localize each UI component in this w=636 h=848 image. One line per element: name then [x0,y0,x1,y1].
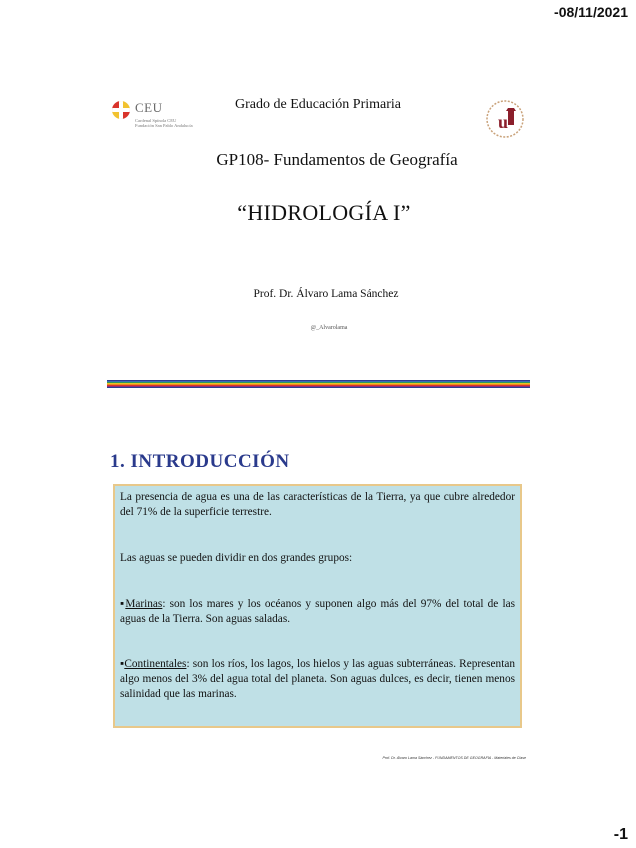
marinas-paragraph: ▪Marinas: son los mares y los océanos y suponen algo más del 97% del total de las aguas de la Tierra. Son aguas saladas. [120,598,515,625]
continentales-text: : son los ríos, los lagos, los hielos y las aguas subterráneas. Representan algo menos del 3% del agua total del planeta. Son aguas dulces, es decir, tienen menos salinidad que las marinas. [120,658,515,700]
ceu-logo-text: CEU [135,100,163,115]
topic-title: “HIDROLOGÍA I” [237,200,411,225]
svg-text:u: u [498,112,509,132]
continentales-paragraph: ▪Continentales: son los ríos, los lagos, los hielos y las aguas subterráneas. Representan algo menos del 3% del agua total del planeta. Son aguas dulces, es decir, tienen menos salinidad que las marinas. [120,658,515,700]
degree-title: Grado de Educación Primaria [235,97,401,112]
groups-paragraph: Las aguas se pueden dividir en dos grandes grupos: [120,552,353,564]
ceu-logo-subtitle: Cardenal Spínola CEU Fundación San Pablo Andalucía [135,118,193,128]
marinas-term: Marinas [125,598,163,610]
slide-footer: Prof. Dr. Álvaro Lama Sánchez - FUNDAMENTOS DE GEOGRAFÍA - Materiales de Clase [382,756,526,760]
date-label: -08/11/2021 [554,4,628,20]
rainbow-divider [107,380,530,388]
social-handle: @_Alvarolama [310,325,348,331]
professor-name: Prof. Dr. Álvaro Lama Sánchez [253,288,399,300]
page-number: -1 [613,826,628,843]
marinas-text: : son los mares y los océanos y suponen algo más del 97% del total de las aguas de la Tierra. Son aguas saladas. [120,598,515,625]
section-title: 1. INTRODUCCIÓN [110,451,290,472]
content-box [113,484,522,728]
continentales-term: Continentales [124,658,187,670]
course-title: GP108- Fundamentos de Geografía [216,150,458,169]
intro-paragraph: La presencia de agua es una de las características de la Tierra, ya que cubre alrededor del 71% de la superficie terrestre. [120,491,515,518]
